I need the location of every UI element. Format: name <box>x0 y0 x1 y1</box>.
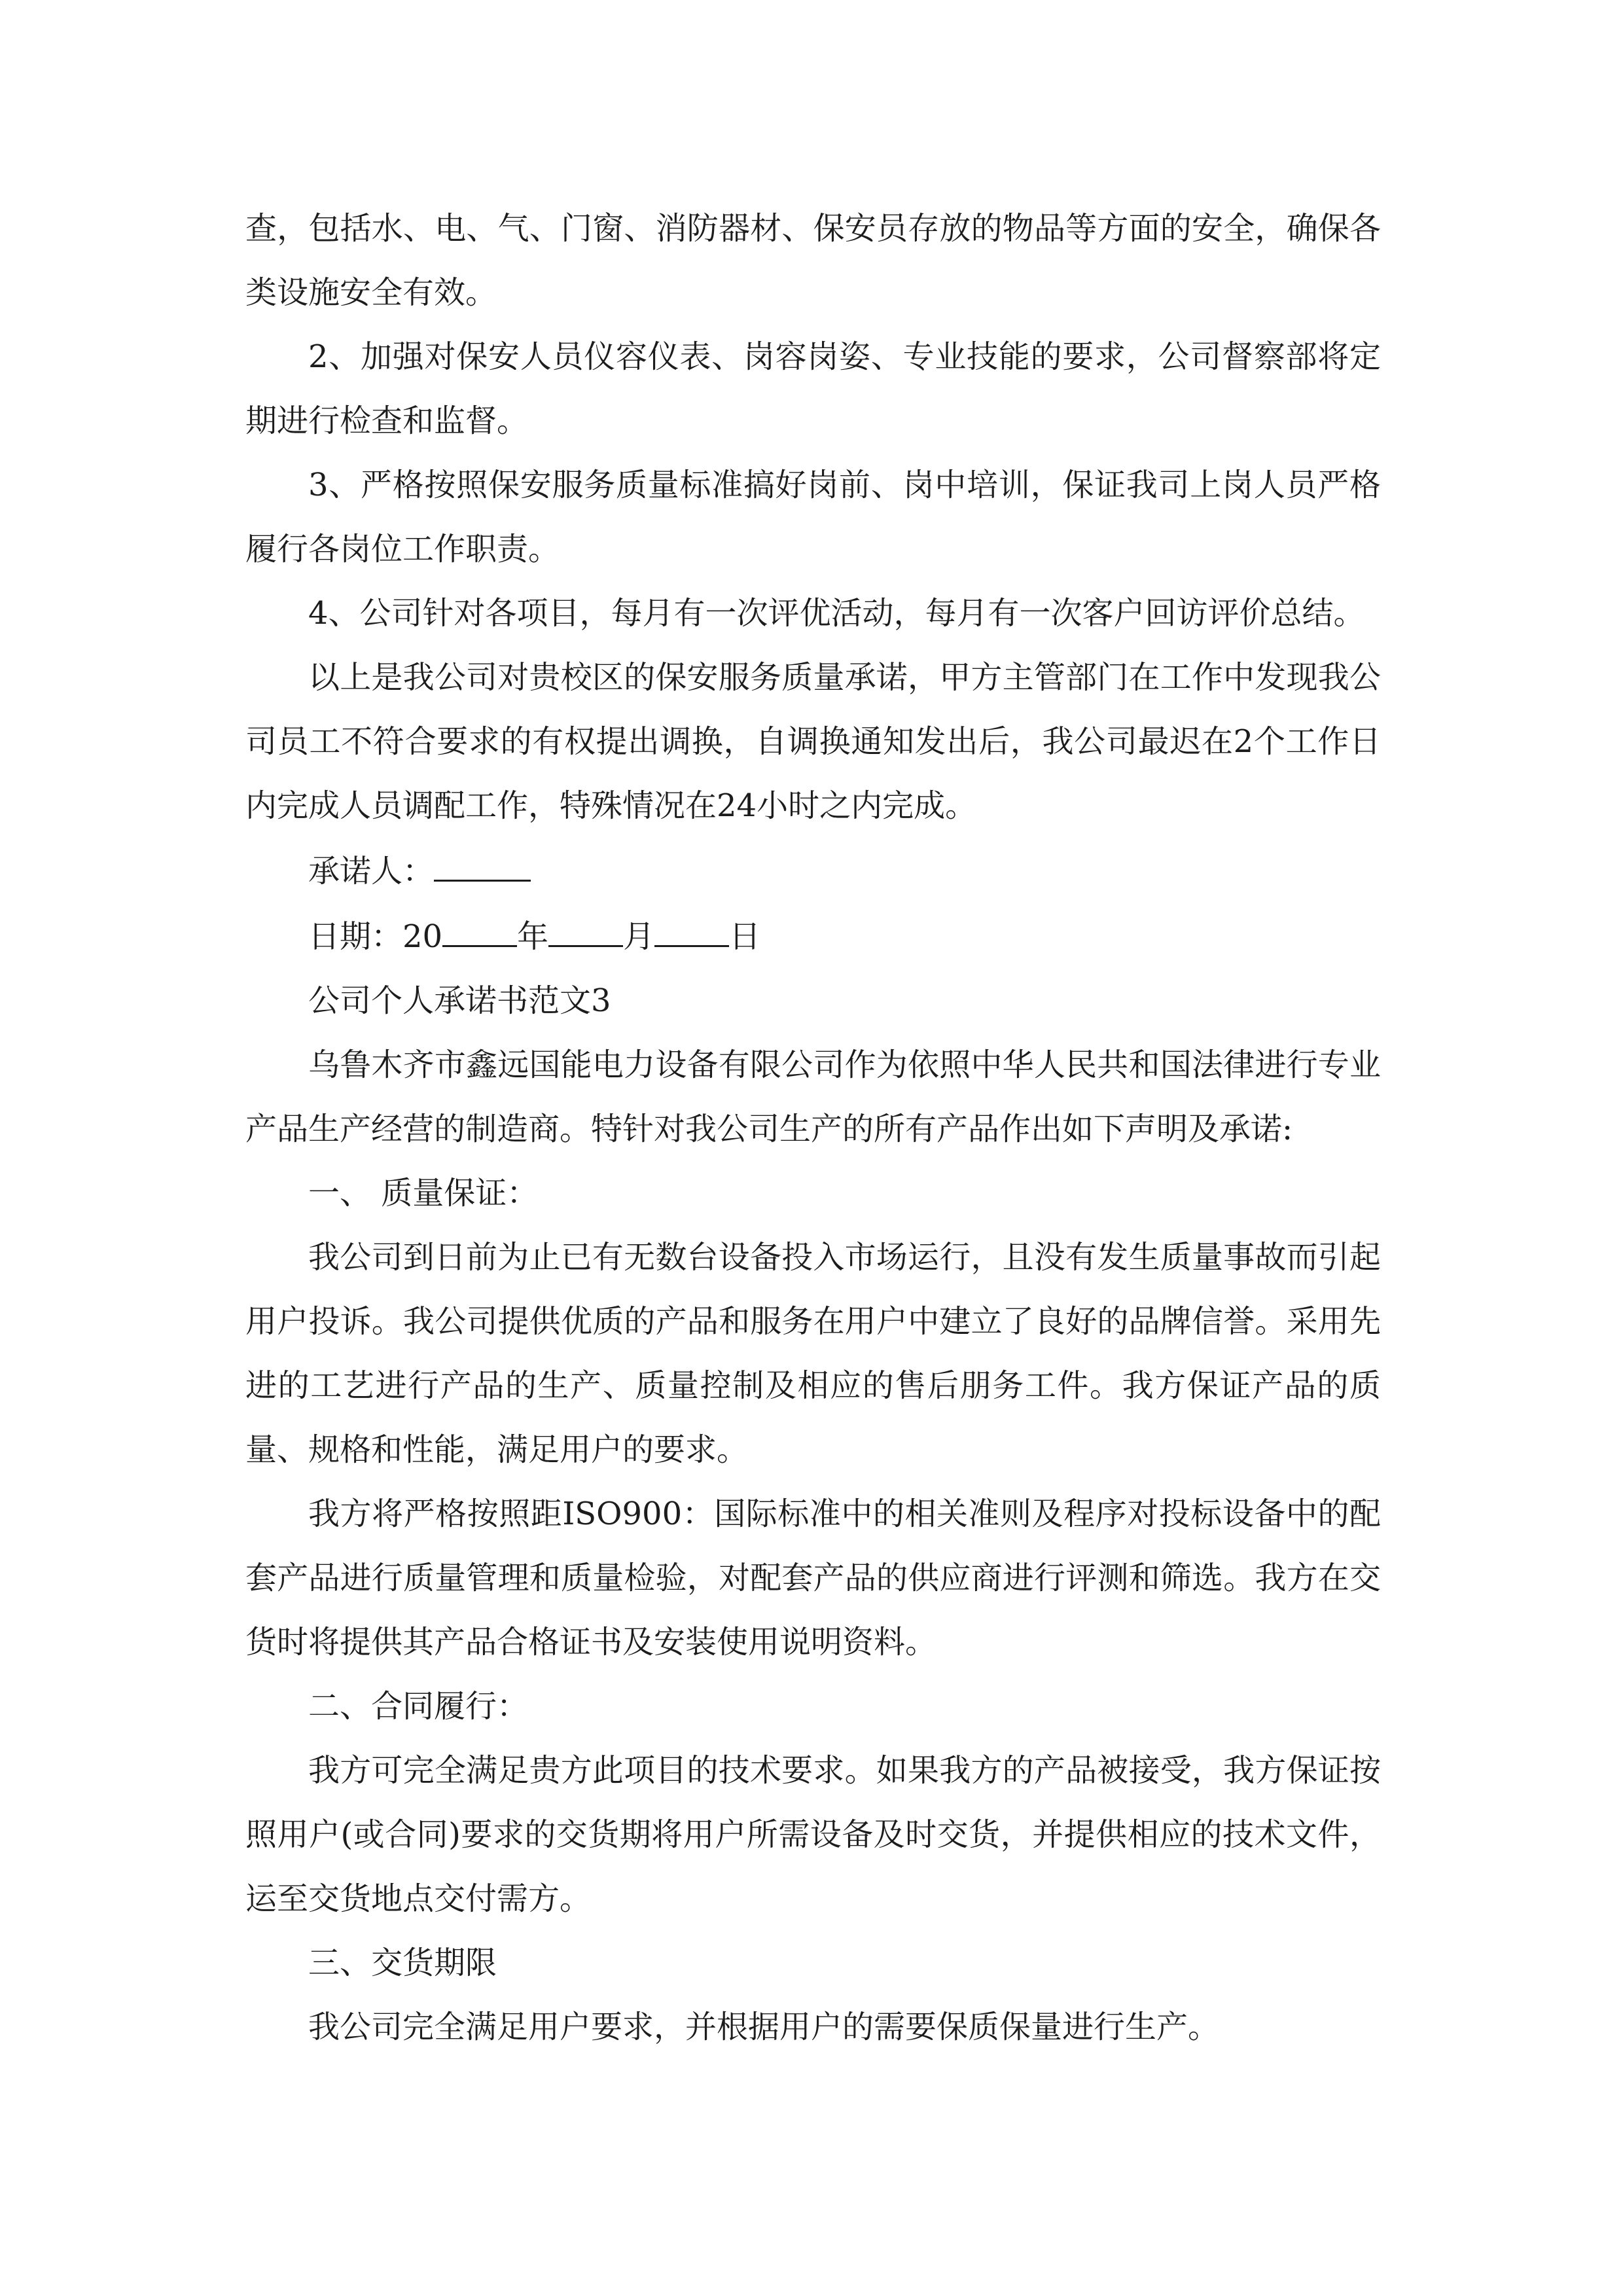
date-month-blank <box>548 903 623 947</box>
date-year-unit: 年 <box>517 918 549 955</box>
date-year-prefix: 20 <box>402 918 443 955</box>
paragraph-item-3: 3、严格按照保安服务质量标准搞好岗前、岗中培训，保证我司上岗人员严格履行各岗位工作职责。 <box>245 467 1381 567</box>
paragraph-item-4: 4、公司针对各项目，每月有一次评优活动，每月有一次客户回访评价总结。 <box>308 595 1365 632</box>
date-day-unit: 日 <box>729 918 761 955</box>
date-line <box>245 903 1381 969</box>
signature-blank <box>434 838 531 882</box>
section-title: 公司个人承诺书范文3 <box>308 982 611 1019</box>
signature-line <box>245 838 1381 903</box>
paragraph-commitment-summary: 以上是我公司对贵校区的保安服务质量承诺，甲方主管部门在工作中发现我公司员工不符合要求的有权提出调换，自调换通知发出后，我公司最迟在2个工作日内完成人员调配工作，特殊情况在24小时之内完成。 <box>245 659 1381 824</box>
heading-contract-performance: 二、合同履行： <box>308 1688 529 1725</box>
paragraph-item-2: 2、加强对保安人员仪容仪表、岗容岗姿、专业技能的要求，公司督察部将定期进行检查和监督。 <box>245 338 1381 439</box>
heading-quality-assurance: 一、 质量保证： <box>308 1175 539 1211</box>
paragraph-iso-standard: 我方将严格按照距ISO900：国际标准中的相关准则及程序对投标设备中的配套产品进行质量管理和质量检验，对配套产品的供应商进行评测和筛选。我方在交货时将提供其产品合格证书及安装使用说明资料。 <box>245 1496 1381 1660</box>
paragraph-quality-record: 我公司到日前为止已有无数台设备投入市场运行，且没有发生质量事故而引起用户投诉。我公司提供优质的产品和服务在用户中建立了良好的品牌信誉。采用先进的工艺进行产品的生产、质量控制及相应的售后朋务工件。我方保证产品的质量、规格和性能，满足用户的要求。 <box>245 1239 1381 1468</box>
signature-label: 承诺人： <box>308 853 435 889</box>
paragraph-contract-details: 我方可完全满足贵方此项目的技术要求。如果我方的产品被接受，我方保证按照用户(或合同)要求的交货期将用户所需设备及时交货，并提供相应的技术文件，运至交货地点交付需方。 <box>245 1752 1381 1917</box>
heading-delivery-period: 三、交货期限 <box>308 1945 497 1981</box>
document-body <box>245 196 1381 2059</box>
date-day-blank <box>654 903 729 947</box>
date-label: 日期： <box>308 918 403 955</box>
paragraph-delivery-details: 我公司完全满足用户要求，并根据用户的需要保质保量进行生产。 <box>308 2009 1220 2045</box>
date-month-unit: 月 <box>623 918 655 955</box>
date-year-blank <box>442 903 517 947</box>
paragraph-facility-check: 查，包括水、电、气、门窗、消防器材、保安员存放的物品等方面的安全，确保各类设施安全有效。 <box>245 210 1381 311</box>
paragraph-company-intro: 乌鲁木齐市鑫远国能电力设备有限公司作为依照中华人民共和国法律进行专业产品生产经营的制造商。特针对我公司生产的所有产品作出如下声明及承诺: <box>245 1047 1381 1147</box>
